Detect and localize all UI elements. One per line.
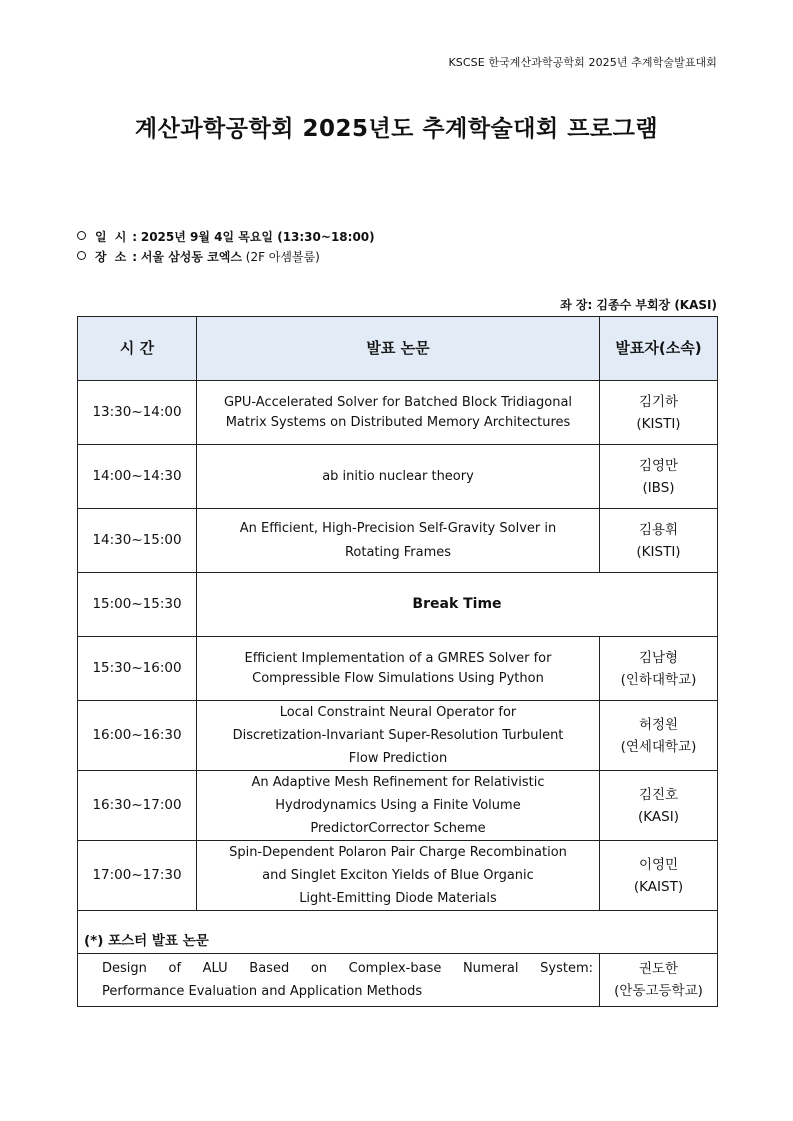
break-cell: Break Time: [197, 573, 718, 637]
paper-line: and Singlet Exciton Yields of Blue Organic: [262, 868, 534, 883]
info-date-key: 일 시: [95, 230, 129, 244]
paper-line: Performance Evaluation and Application Methods: [102, 984, 423, 999]
table-row: [78, 701, 718, 771]
time-cell: 14:00~14:30: [78, 445, 197, 509]
session-chair: 좌 장: 김종수 부회장 (KASI): [560, 298, 717, 312]
table-row: [78, 771, 718, 841]
presenter-name: 이영민: [638, 856, 679, 873]
presenter-affiliation: (KASI): [638, 808, 679, 825]
time-cell: 16:00~16:30: [78, 701, 197, 771]
paper-line: PredictorCorrector Scheme: [310, 821, 486, 836]
presenter-name: 권도한: [638, 961, 679, 977]
table-header-row: [78, 317, 718, 381]
paper-cell: [197, 509, 600, 573]
paper-line: Rotating Frames: [344, 544, 452, 560]
time-cell: 15:00~15:30: [78, 573, 197, 637]
circle-bullet-icon: [77, 251, 86, 260]
paper-cell: [197, 637, 600, 701]
header-presenter: 발표자(소속): [600, 317, 718, 381]
presenter-name: 허정원: [638, 716, 679, 733]
paper-cell: [197, 701, 600, 771]
presenter-cell: [600, 637, 718, 701]
presenter-cell: [600, 841, 718, 911]
paper-line: ab initio nuclear theory: [322, 468, 474, 484]
info-place-value: 서울 삼성동 코엑스: [140, 250, 242, 264]
header-time: 시 간: [78, 317, 197, 381]
presenter-name: 김진호: [638, 786, 679, 803]
time-cell: 14:30~15:00: [78, 509, 197, 573]
presenter-cell: [600, 771, 718, 841]
presenter-cell: [600, 509, 718, 573]
paper-line: Local Constraint Neural Operator for: [279, 705, 517, 720]
header-paper: 발표 논문: [197, 317, 600, 381]
presenter-cell: [600, 954, 718, 1007]
presenter-affiliation: (IBS): [642, 479, 675, 496]
presenter-name: 김남형: [638, 649, 679, 666]
time-cell: 17:00~17:30: [78, 841, 197, 911]
info-place-detail: (2F 아셈볼룸): [245, 250, 320, 264]
paper-line: Discretization-Invariant Super-Resolution Turbulent: [232, 728, 564, 743]
table-row: [78, 381, 718, 445]
presenter-cell: [600, 445, 718, 509]
page-title: 계산과학공학회 2025년도 추계학술대회 프로그램: [134, 116, 659, 142]
paper-line: An Adaptive Mesh Refinement for Relativistic: [251, 775, 545, 790]
info-date-value: 2025년 9월 4일 목요일 (13:30~18:00): [140, 230, 375, 244]
presenter-affiliation: (KAIST): [633, 878, 684, 895]
paper-line: Hydrodynamics Using a Finite Volume: [275, 798, 521, 813]
table-row: [78, 841, 718, 911]
poster-paper-cell: [78, 954, 600, 1007]
presenter-affiliation: (인하대학교): [620, 671, 697, 688]
paper-line: Matrix Systems on Distributed Memory Architectures: [225, 414, 571, 430]
info-place: 장 소 : 서울 삼성동 코엑스 (2F 아셈볼룸): [77, 248, 320, 265]
time-cell: 13:30~14:00: [78, 381, 197, 445]
paper-line: Flow Prediction: [348, 751, 448, 766]
presenter-name: 김영만: [638, 457, 679, 474]
paper-cell: [197, 381, 600, 445]
presenter-affiliation: (연세대학교): [620, 738, 697, 755]
paper-cell: [197, 771, 600, 841]
presenter-affiliation: (KISTI): [636, 543, 681, 560]
paper-line: Compressible Flow Simulations Using Python: [252, 670, 544, 686]
info-place-key: 장 소: [95, 250, 129, 264]
circle-bullet-icon: [77, 231, 86, 240]
presenter-cell: [600, 381, 718, 445]
paper-cell: [197, 445, 600, 509]
time-cell: 15:30~16:00: [78, 637, 197, 701]
table-row: [78, 637, 718, 701]
table-row-break: [78, 573, 718, 637]
presenter-name: 김기하: [638, 393, 679, 410]
info-date: 일 시 : 2025년 9월 4일 목요일 (13:30~18:00): [77, 228, 375, 245]
presenter-name: 김용휘: [638, 521, 679, 538]
paper-line: Light-Emitting Diode Materials: [299, 891, 497, 906]
paper-line: GPU-Accelerated Solver for Batched Block Tridiagonal: [223, 394, 573, 410]
table-row: [78, 509, 718, 573]
presenter-affiliation: (KISTI): [636, 415, 681, 432]
paper-line: An Efficient, High-Precision Self-Gravity Solver in: [239, 520, 557, 536]
poster-heading: (*) 포스터 발표 논문: [78, 911, 718, 954]
paper-line: Spin-Dependent Polaron Pair Charge Recombination: [229, 845, 567, 860]
program-table: [77, 316, 718, 1007]
poster-row: [78, 954, 718, 1007]
header-note: KSCSE 한국계산과학공학회 2025년 추계학술발표대회: [448, 56, 717, 69]
table-row: [78, 445, 718, 509]
presenter-cell: [600, 701, 718, 771]
time-cell: 16:30~17:00: [78, 771, 197, 841]
paper-line: Efficient Implementation of a GMRES Solver for: [244, 650, 552, 666]
paper-cell: [197, 841, 600, 911]
paper-line: Design of ALU Based on Complex-base Numeral System:: [102, 961, 593, 976]
presenter-affiliation: (안동고등학교): [614, 983, 703, 999]
poster-heading-row: [78, 911, 718, 954]
